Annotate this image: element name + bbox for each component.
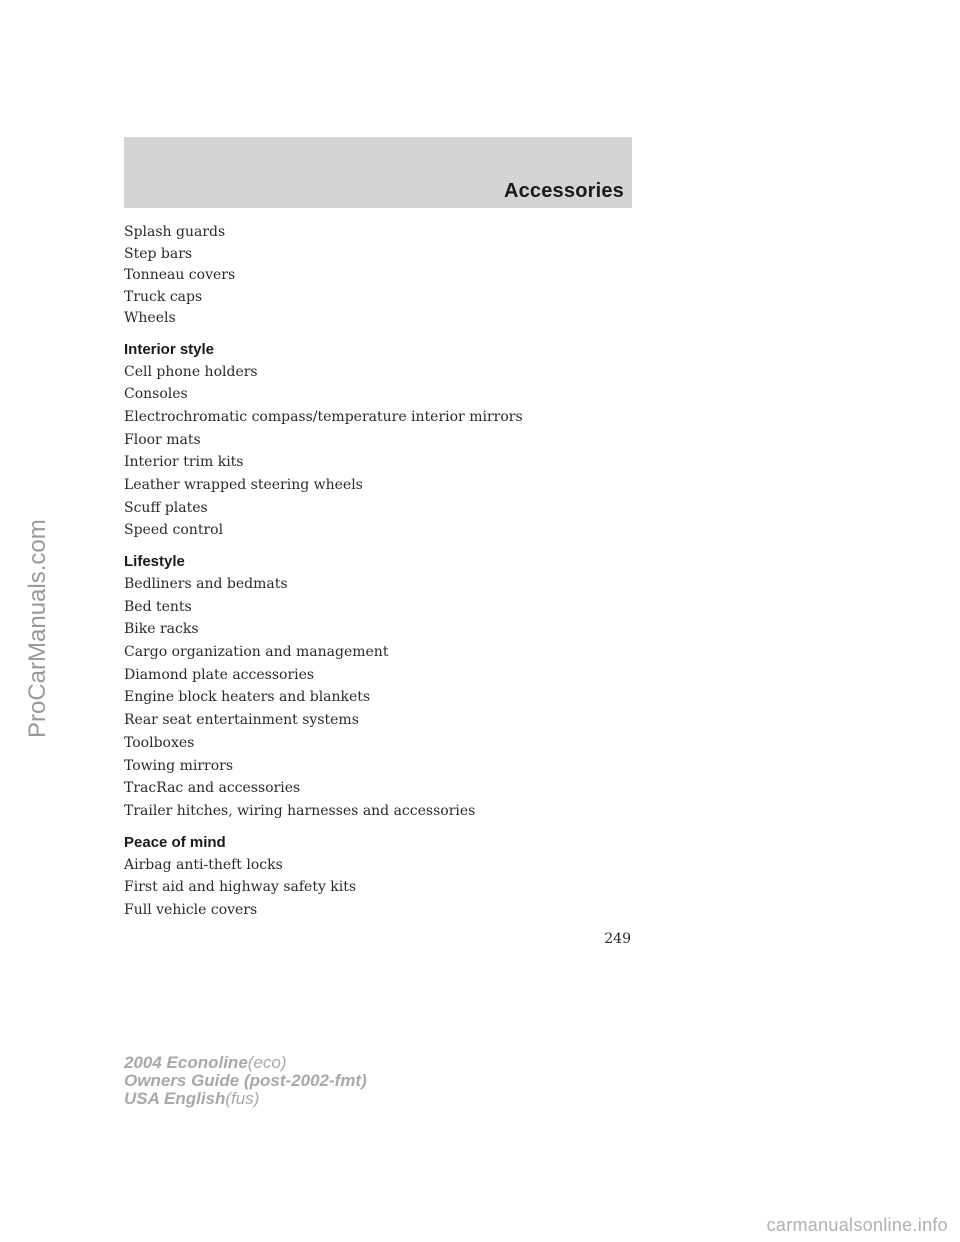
side-watermark: ProCarManuals.com [24, 519, 51, 738]
list-item: Cell phone holders [124, 363, 258, 380]
list-item: Speed control [124, 522, 224, 539]
list-item: Airbag anti-theft locks [124, 856, 283, 873]
list-item: Floor mats [124, 431, 201, 448]
page-content [124, 222, 634, 922]
list-item: Consoles [124, 386, 188, 403]
list-item: First aid and highway safety kits [124, 879, 357, 896]
list-item: Engine block heaters and blankets [124, 689, 371, 706]
lifestyle-section [124, 551, 634, 823]
footer-language-code: (fus) [225, 1089, 260, 1108]
list-item: Towing mirrors [124, 757, 234, 774]
document-footer [124, 1054, 367, 1108]
footer-model-code: (eco) [247, 1053, 287, 1072]
bottom-watermark: carmanualsonline.info [766, 1215, 948, 1235]
list-item: Truck caps [124, 288, 203, 305]
list-item: Toolboxes [124, 734, 195, 751]
footer-model: 2004 Econoline [124, 1053, 248, 1072]
footer-line-language [124, 1090, 367, 1108]
list-item: Electrochromatic compass/temperature interior mirrors [124, 408, 523, 425]
list-item: Bedliners and bedmats [124, 576, 288, 592]
list-item: Trailer hitches, wiring harnesses and accessories [124, 802, 476, 819]
footer-guide: Owners Guide (post-2002-fmt) [124, 1071, 367, 1090]
peace-of-mind-section [124, 832, 634, 922]
list-item: Full vehicle covers [124, 901, 258, 918]
list-item: TracRac and accessories [124, 780, 301, 797]
list-item: Interior trim kits [124, 454, 244, 471]
footer-line-model [124, 1054, 367, 1072]
list-item: Diamond plate accessories [124, 666, 315, 683]
interior-style-section [124, 339, 634, 543]
exterior-list [124, 222, 634, 330]
section-title: Accessories [503, 180, 624, 202]
section-header-band [124, 137, 632, 208]
list-item: Leather wrapped steering wheels [124, 476, 363, 493]
list-item: Scuff plates [124, 499, 208, 516]
list-item: Wheels [124, 310, 176, 326]
page-number: 249 [604, 931, 631, 947]
list-item: Step bars [124, 245, 193, 262]
list-item: Cargo organization and management [124, 644, 389, 661]
section-heading: Lifestyle [124, 553, 185, 570]
list-item: Tonneau covers [124, 267, 236, 283]
list-item: Bed tents [124, 598, 192, 615]
section-heading: Interior style [124, 340, 215, 358]
list-item: Splash guards [124, 224, 226, 240]
footer-language: USA English [124, 1089, 226, 1108]
list-item: Rear seat entertainment systems [124, 712, 359, 729]
section-heading: Peace of mind [124, 833, 226, 851]
list-item: Bike racks [124, 621, 199, 638]
